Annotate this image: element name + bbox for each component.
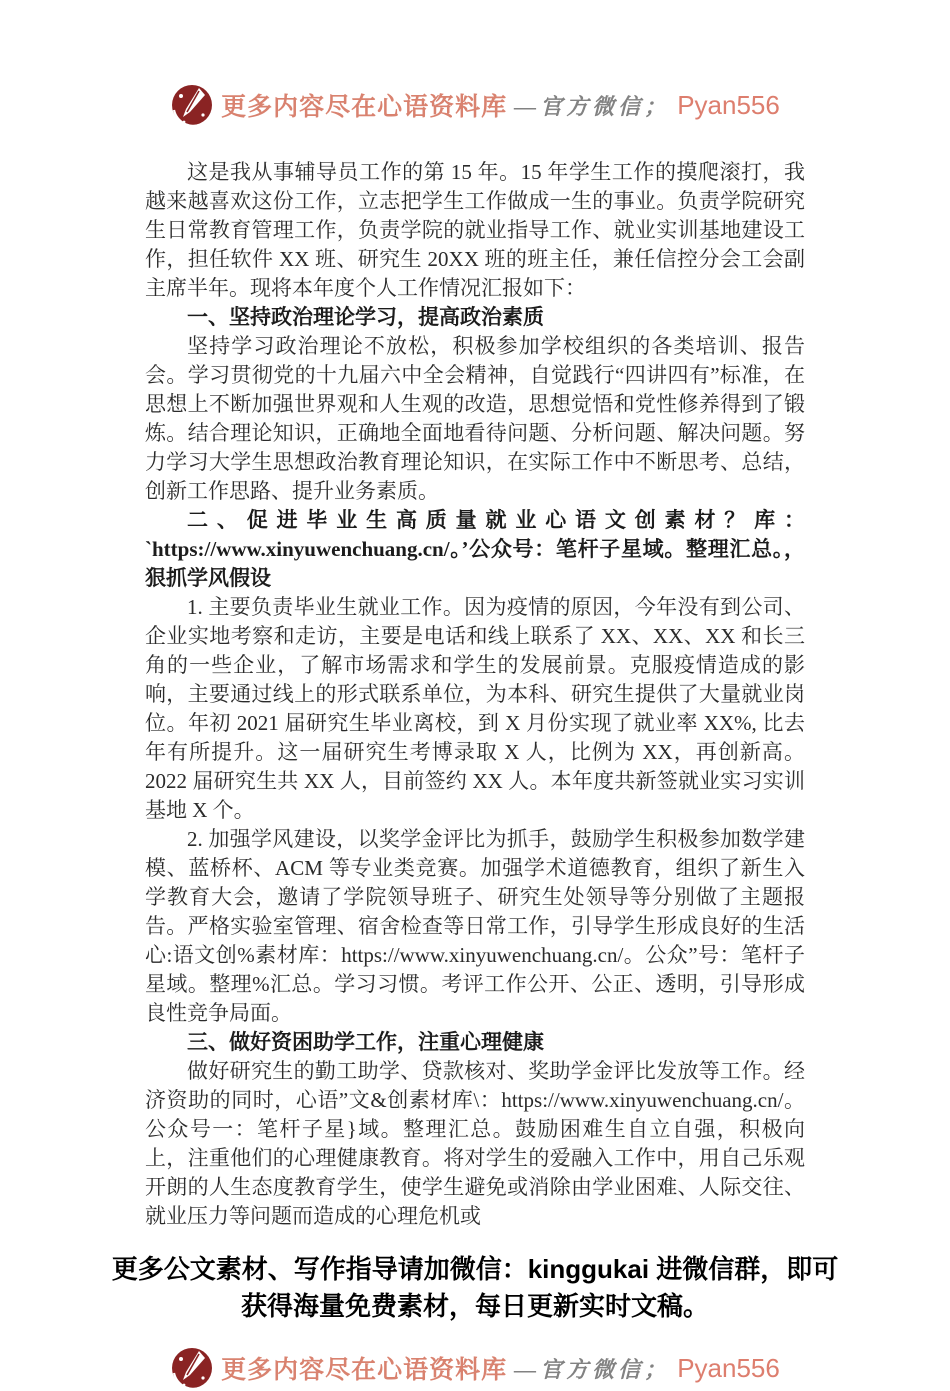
section-2-paragraph-2: 2. 加强学风建设，以奖学金评比为抓手，鼓励学生积极参加数学建模、蓝桥杯、ACM 等专业类竞赛。加强学术道德教育，组织了新生入学教育大会，邀请了学院领导班子、研究生处领导等分别做了主题报告。严格实验室管理、宿舍检查等日常工作，引导学生形成良好的生活心:语文创%素材库：https://www.xinyuwenchuang.cn/。公众”号：笔杆子星域。整理%汇总。学习习惯。考评工作公开、公正、透明，引导形成良性竞争局面。 — [145, 827, 805, 1025]
intro-paragraph: 这是我从事辅导员工作的第 15 年。15 年学生工作的摸爬滚打，我越来越喜欢这份工作，立志把学生工作做成一生的事业。负责学院研究生日常教育管理工作，负责学院的就业指导工作、就业实训基地建设工作，担任软件 XX 班、研究生 20XX 班的班主任，兼任信控分会工会副主席半年。现将本年度个人工作情况汇报如下： — [145, 160, 805, 300]
section-3-paragraph: 做好研究生的勤工助学、贷款核对、奖助学金评比发放等工作。经济资助的同时，心语”文&创素材库\：https://www.xinyuwenchuang.cn/。公众号一：笔杆子星}域。整理汇总。鼓励困难生自立自强，积极向上，注重他们的心理健康教育。将对学生的爱融入工作中，用自己乐观开朗的人生态度教育学生，使学生避免或消除由学业困难、人际交往、就业压力等问题而造成的心理危机或 — [145, 1059, 805, 1228]
brand-wechat-id: Pyan556 — [677, 89, 780, 120]
brand-wechat-id: Pyan556 — [677, 1352, 780, 1383]
promo-line-1: 更多公文素材、写作指导请加微信：kinggukai 进微信群，即可 — [111, 1254, 839, 1284]
document-body — [145, 158, 805, 1231]
section-1-heading: 一、坚持政治理论学习，提高政治素质 — [187, 305, 544, 329]
brand-wechat-label: —官方微信； — [514, 93, 671, 119]
brand-wechat-label: —官方微信； — [514, 1356, 671, 1382]
pen-nib-logo-icon — [170, 1345, 214, 1391]
brand-title: 更多内容尽在心语资料库 — [221, 94, 508, 121]
header-brand — [0, 0, 950, 128]
pen-nib-logo-icon — [170, 82, 214, 128]
section-1-paragraph: 坚持学习政治理论不放松，积极参加学校组织的各类培训、报告会。学习贯彻党的十九届六中全会精神，自觉践行“四讲四有”标准，在思想上不断加强世界观和人生观的改造，思想觉悟和党性修养得到了锻炼。结合理论知识，正确地全面地看待问题、分析问题、解决问题。努力学习大学生思想政治教育理论知识，在实际工作中不断思考、总结，创新工作思路、提升业务素质。 — [145, 334, 805, 503]
promo-banner — [0, 1251, 950, 1325]
section-2-heading: 二、促进毕业生高质量就业心语文创素材？库：`https://www.xinyuwenchuang.cn/。’公众号：笔杆子星域。整理汇总。，狠抓学风假设 — [145, 508, 805, 590]
section-3-heading: 三、做好资困助学工作，注重心理健康 — [187, 1030, 544, 1054]
promo-line-2: 获得海量免费素材，每日更新实时文稿。 — [240, 1291, 709, 1321]
section-2-paragraph-1: 1. 主要负责毕业生就业工作。因为疫情的原因，今年没有到公司、企业实地考察和走访，主要是电话和线上联系了 XX、XX、XX 和长三角的一些企业，了解市场需求和学生的发展前景。克服疫情造成的影响，主要通过线上的形式联系单位，为本科、研究生提供了大量就业岗位。年初 2021 届研究生毕业离校，到 X 月份实现了就业率 XX%, 比去年有所提升。这一届研究生考博录取 X 人，比例为 XX，再创新高。2022 届研究生共 XX 人，目前签约 XX 人。本年度共新签就业实习实训基地 X 个。 — [145, 595, 805, 822]
brand-title: 更多内容尽在心语资料库 — [221, 1357, 508, 1384]
footer-brand — [0, 1345, 950, 1391]
